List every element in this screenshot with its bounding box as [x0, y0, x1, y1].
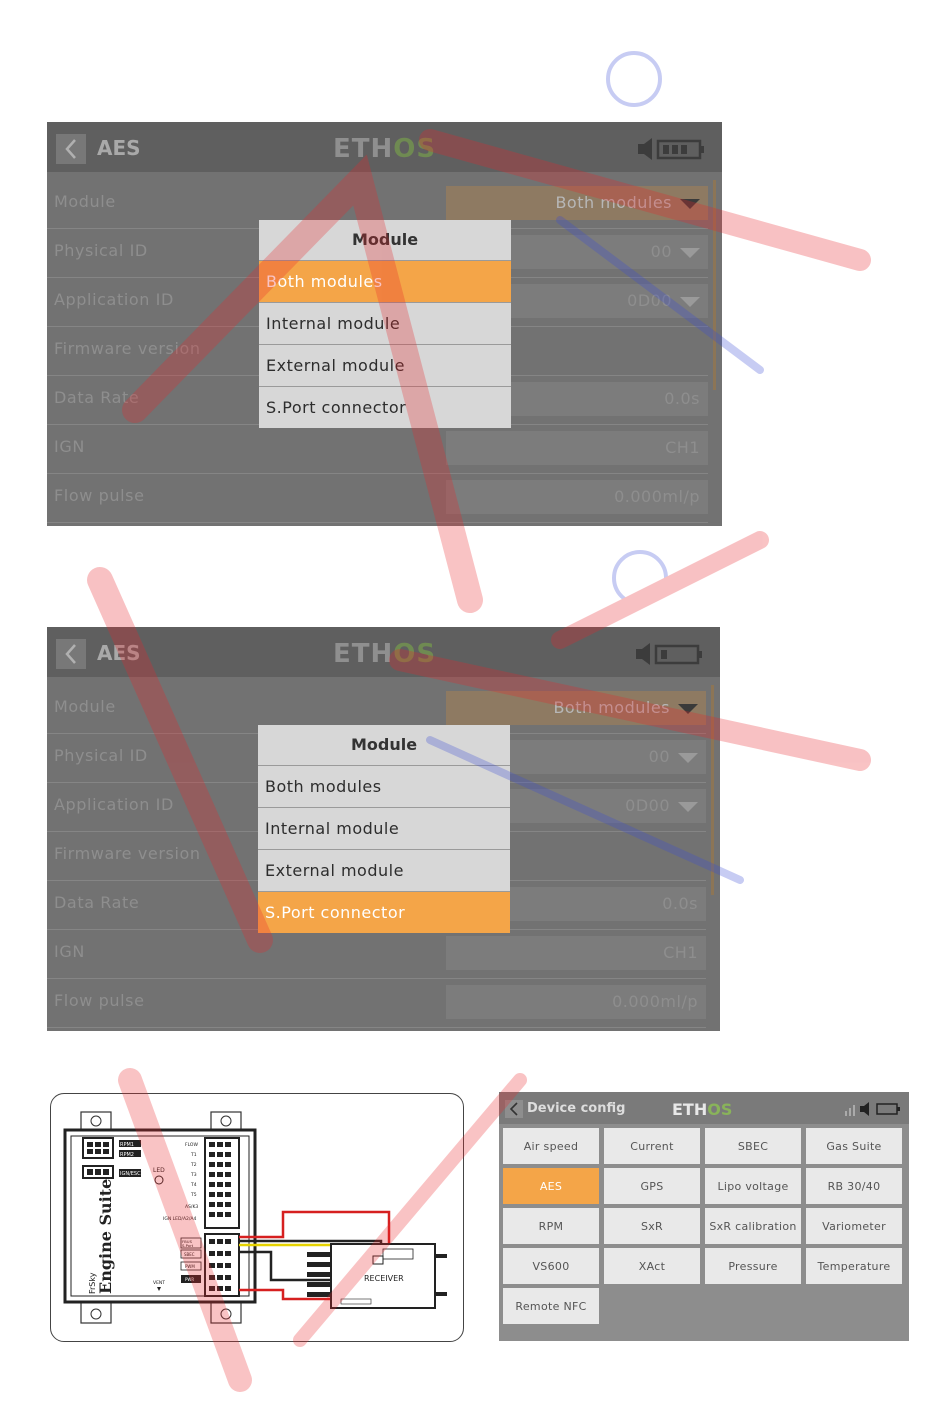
row-label: Flow pulse — [54, 486, 145, 505]
flow-pulse-field[interactable]: 0.000ml/p — [446, 480, 708, 514]
popup-title: Module — [258, 725, 510, 766]
brand-text: FrSky — [88, 1272, 97, 1294]
port-label-ign-esc: IGN/ESC — [120, 1171, 141, 1177]
popup-item-internal-module[interactable]: Internal module — [259, 303, 511, 345]
ethos-logo: ETHOS — [333, 134, 437, 164]
port-label-ign-led: IGN LED/A2/A4 — [163, 1217, 197, 1222]
device-rpm[interactable]: RPM — [503, 1208, 599, 1244]
ign-row — [47, 424, 708, 474]
module-popup — [259, 220, 511, 428]
speaker-icon — [636, 643, 650, 665]
port-label-t5: T5 — [191, 1193, 197, 1198]
physical-id-dropdown[interactable]: 00 — [446, 235, 708, 269]
flow-pulse-row — [47, 978, 706, 1028]
registered-mark-icon — [614, 552, 666, 604]
device-current[interactable]: Current — [604, 1128, 700, 1164]
port-label-t2: T2 — [191, 1163, 197, 1168]
application-id-dropdown[interactable]: 0D00 — [446, 284, 708, 318]
mount-hole — [91, 1116, 101, 1126]
row-label: Flow pulse — [54, 991, 145, 1010]
status-icons — [843, 1101, 903, 1117]
back-button[interactable] — [56, 639, 86, 669]
device-gps[interactable]: GPS — [604, 1168, 700, 1204]
row-label: Module — [54, 697, 116, 716]
device-config-screen — [499, 1092, 909, 1341]
dropdown-arrow-icon — [680, 199, 700, 209]
port-label-rpm2: RPM2 — [120, 1152, 134, 1158]
dropdown-arrow-icon — [678, 704, 698, 714]
battery-icon — [658, 141, 704, 158]
device-sbec[interactable]: SBEC — [705, 1128, 801, 1164]
led-label: LED — [153, 1167, 165, 1174]
mount-tab — [211, 1301, 241, 1323]
device-gas-suite[interactable]: Gas Suite — [806, 1128, 902, 1164]
device-name-text: Engine Suite — [96, 1178, 115, 1294]
receiver-label: RECEIVER — [364, 1274, 404, 1283]
port-label-sbec: SBEC — [184, 1252, 195, 1257]
port-label-t3: T3 — [191, 1173, 197, 1178]
aes-screen-2 — [47, 627, 720, 1031]
module-dropdown[interactable]: Both modules — [446, 691, 706, 725]
popup-item-external-module[interactable]: External module — [259, 345, 511, 387]
row-label: Firmware version — [54, 339, 201, 358]
device-air-speed[interactable]: Air speed — [503, 1128, 599, 1164]
port-label-pwr: PWR — [185, 1277, 195, 1282]
battery-icon — [656, 646, 702, 663]
popup-item-internal-module[interactable]: Internal module — [258, 808, 510, 850]
popup-item-external-module[interactable]: External module — [258, 850, 510, 892]
device-xact[interactable]: XAct — [604, 1248, 700, 1284]
module-popup — [258, 725, 510, 933]
aes-screen-1 — [47, 122, 722, 526]
row-label: Physical ID — [54, 746, 148, 765]
dropdown-arrow-icon — [680, 297, 700, 307]
ign-row — [47, 929, 706, 979]
device-variometer[interactable]: Variometer — [806, 1208, 902, 1244]
row-label: Data Rate — [54, 388, 140, 407]
registered-mark-icon — [608, 53, 660, 105]
row-label: Data Rate — [54, 893, 140, 912]
mount-hole — [221, 1309, 231, 1319]
port-label-t4: T4 — [191, 1183, 197, 1188]
port-label-rpm1: RPM1 — [120, 1142, 134, 1148]
popup-item-both-modules[interactable]: Both modules — [259, 261, 511, 303]
module-dropdown[interactable]: Both modules — [446, 186, 708, 220]
mount-tab — [81, 1301, 111, 1323]
flow-pulse-row — [47, 473, 708, 523]
application-id-dropdown[interactable]: 0D00 — [446, 789, 706, 823]
port-label-sport: S.Port — [182, 1243, 194, 1248]
row-label: IGN — [54, 942, 85, 961]
port-label-as: AS/K3 — [185, 1205, 199, 1210]
row-label: Physical ID — [54, 241, 148, 260]
physical-id-dropdown[interactable]: 00 — [446, 740, 706, 774]
vent-label: VENT — [153, 1281, 166, 1286]
dropdown-arrow-icon — [678, 802, 698, 812]
header-bar — [499, 1092, 909, 1124]
status-icons — [616, 641, 706, 667]
popup-item-sport-connector[interactable]: S.Port connector — [266, 398, 407, 417]
wiring-diagram — [50, 1093, 464, 1342]
chevron-left-icon — [63, 138, 79, 160]
battery-icon — [877, 1104, 900, 1114]
speaker-icon — [638, 138, 652, 160]
data-rate-field[interactable]: 0.0s — [446, 887, 706, 921]
row-label: Application ID — [54, 290, 174, 309]
device-sxr[interactable]: SxR — [604, 1208, 700, 1244]
data-rate-field[interactable]: 0.0s — [446, 382, 708, 416]
popup-item-both-modules[interactable]: Both modules — [258, 766, 510, 808]
device-rb-30-40[interactable]: RB 30/40 — [806, 1168, 902, 1204]
port-label-pwm: PWM — [185, 1264, 195, 1269]
wiring-diagram-drawing — [51, 1094, 463, 1341]
back-button[interactable] — [56, 134, 86, 164]
device-pressure[interactable]: Pressure — [705, 1248, 801, 1284]
ethos-logo: ETHOS — [672, 1100, 733, 1119]
port-label-flow: FLOW — [185, 1143, 198, 1148]
device-sxr-calibration[interactable]: SxR calibration — [705, 1208, 801, 1244]
scrollbar[interactable] — [713, 180, 716, 390]
header-bar — [47, 627, 720, 677]
device-temperature[interactable]: Temperature — [806, 1248, 902, 1284]
status-icons — [618, 136, 708, 162]
chevron-left-icon — [509, 1102, 519, 1116]
row-label: Application ID — [54, 795, 174, 814]
signal-icon — [845, 1105, 855, 1116]
port-label-t1: T1 — [191, 1153, 197, 1158]
row-label: Firmware version — [54, 844, 201, 863]
device-vs600[interactable]: VS600 — [503, 1248, 599, 1284]
popup-item-sport-connector[interactable]: S.Port connector — [258, 892, 510, 933]
device-remote-nfc[interactable]: Remote NFC — [503, 1288, 599, 1324]
back-button[interactable] — [505, 1100, 523, 1118]
watermark-stroke — [560, 540, 760, 640]
flow-pulse-field[interactable]: 0.000ml/p — [446, 985, 706, 1019]
header-bar — [47, 122, 722, 172]
mount-hole — [221, 1116, 231, 1126]
screen-title: AES — [97, 641, 141, 665]
scrollbar[interactable] — [711, 685, 714, 895]
ethos-logo: ETHOS — [333, 639, 437, 669]
ign-field[interactable]: CH1 — [446, 431, 708, 465]
speaker-icon — [860, 1102, 869, 1116]
row-label: Module — [54, 192, 116, 211]
mount-hole — [91, 1309, 101, 1319]
screen-title: Device config — [527, 1101, 626, 1116]
chevron-left-icon — [63, 643, 79, 665]
dropdown-arrow-icon — [680, 248, 700, 258]
port-label-fbus: FBUS — [182, 1239, 192, 1244]
device-lipo-voltage[interactable]: Lipo voltage — [705, 1168, 801, 1204]
device-aes[interactable]: AES — [503, 1168, 599, 1204]
dropdown-arrow-icon — [678, 753, 698, 763]
screen-title: AES — [97, 136, 141, 160]
ign-field[interactable]: CH1 — [446, 936, 706, 970]
popup-title: Module — [259, 220, 511, 261]
row-label: IGN — [54, 437, 85, 456]
